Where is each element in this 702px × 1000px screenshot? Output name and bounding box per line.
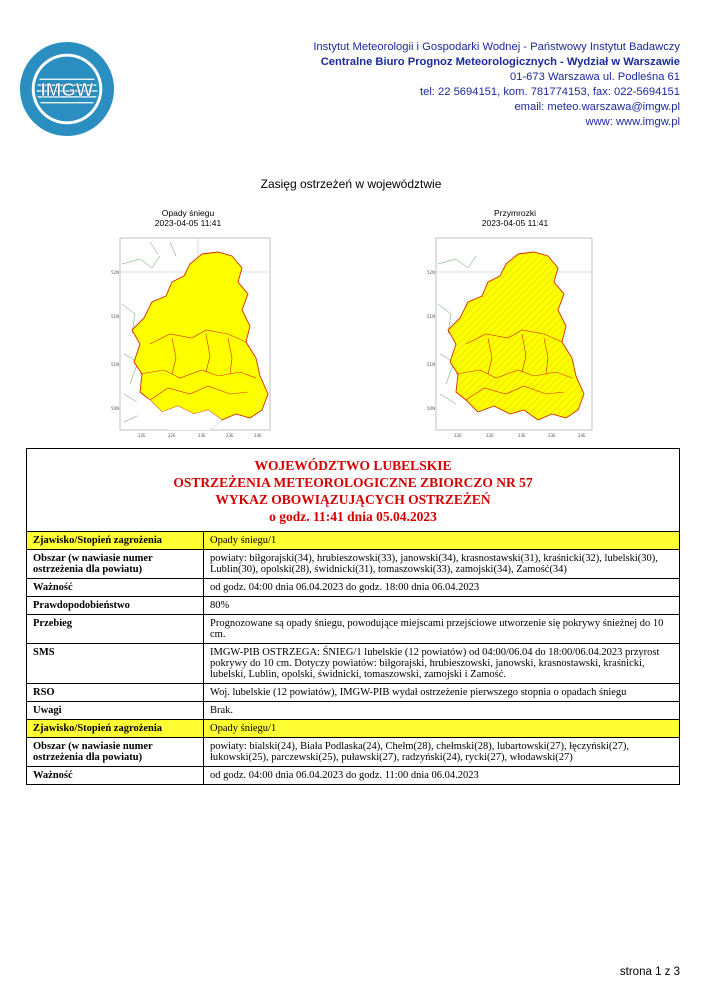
right-lat-tick: 52N (427, 270, 436, 275)
left-map-date: 2023-04-05 11:41 (154, 218, 222, 228)
logo-wordmark: IMGW (40, 78, 94, 100)
email-line[interactable]: email: meteo.warszawa@imgw.pl (514, 101, 680, 113)
table-row (27, 597, 680, 615)
table-row (27, 684, 680, 702)
bureau-name: Centralne Biuro Prognoz Meteorologicznych - Wydział w Warszawie (320, 56, 680, 68)
row-label: Obszar (w nawiasie numer ostrzeżenia dla powiatu) (27, 738, 204, 767)
left-lon-tick: 23E (226, 433, 234, 438)
row-label: SMS (27, 644, 204, 684)
row-label: Uwagi (27, 702, 204, 720)
row-label: Obszar (w nawiasie numer ostrzeżenia dla powiatu) (27, 550, 204, 579)
right-lon-tick: 24E (578, 433, 586, 438)
right-warning-map (426, 234, 601, 444)
document-title (27, 449, 680, 532)
row-value: Opady śniegu/1 (204, 720, 680, 738)
left-map-caption (108, 208, 268, 228)
table-row (27, 644, 680, 684)
row-value: Brak. (204, 702, 680, 720)
title-line: WYKAZ OBOWIĄZUJĄCYCH OSTRZEŻEŃ (215, 492, 491, 507)
title-line: o godz. 11:41 dnia 05.04.2023 (269, 509, 437, 524)
title-line: WOJEWÓDZTWO LUBELSKIE (254, 458, 452, 473)
left-lat-tick: 50N (111, 406, 120, 411)
left-lat-tick: 51N (111, 362, 120, 367)
address-line: 01-673 Warszawa ul. Podleśna 61 (510, 71, 680, 83)
right-map-title: Przymrozki (493, 208, 537, 218)
row-label: Prawdopodobieństwo (27, 597, 204, 615)
table-row (27, 532, 680, 550)
imgw-logo (18, 40, 116, 138)
left-lat-tick: 51N (111, 314, 120, 319)
left-warning-map (110, 234, 278, 444)
row-value: Opady śniegu/1 (204, 532, 680, 550)
row-label: RSO (27, 684, 204, 702)
row-label: Zjawisko/Stopień zagrożenia (27, 720, 204, 738)
right-lon-tick: 23E (518, 433, 526, 438)
left-lon-tick: 22E (138, 433, 146, 438)
table-row (27, 615, 680, 644)
right-lon-tick: 23E (548, 433, 556, 438)
row-value: Prognozowane są opady śniegu, powodujące miejscami przejściowe utworzenie się pokrywy śnieżnej do 10 cm. (204, 615, 680, 644)
row-label: Ważność (27, 767, 204, 785)
right-map-caption (435, 208, 595, 228)
left-map-title: Opady śniegu (161, 208, 215, 218)
left-lon-tick: 23E (198, 433, 206, 438)
right-map-date: 2023-04-05 11:41 (481, 218, 549, 228)
row-value: Woj. lubelskie (12 powiatów), IMGW-PIB wydał ostrzeżenie pierwszego stopnia o opadach śniegu (204, 684, 680, 702)
warnings-table (26, 448, 680, 785)
table-row (27, 702, 680, 720)
row-value: od godz. 04:00 dnia 06.04.2023 do godz. 18:00 dnia 06.04.2023 (204, 579, 680, 597)
row-label: Zjawisko/Stopień zagrożenia (27, 532, 204, 550)
table-row (27, 720, 680, 738)
right-lat-tick: 51N (427, 314, 436, 319)
table-row (27, 550, 680, 579)
row-value: powiaty: bialski(24), Biała Podlaska(24), Chełm(28), chełmski(28), lubartowski(27), łęczyński(27), łukowski(25), parczewski(25), puławski(27), radzyński(24), rycki(27), włodawski(27) (204, 738, 680, 767)
table-row (27, 738, 680, 767)
map-section-title: Zasięg ostrzeżeń w województwie (260, 177, 442, 191)
left-lon-tick: 24E (254, 433, 262, 438)
phone-line: tel: 22 5694151, kom. 781774153, fax: 022-5694151 (419, 86, 680, 98)
www-line[interactable]: www: www.imgw.pl (585, 116, 680, 128)
row-value: od godz. 04:00 dnia 06.04.2023 do godz. 11:00 dnia 06.04.2023 (204, 767, 680, 785)
institute-header (180, 40, 680, 130)
table-row (27, 579, 680, 597)
left-lat-tick: 52N (111, 270, 120, 275)
left-lon-tick: 22E (168, 433, 176, 438)
row-label: Przebieg (27, 615, 204, 644)
title-line: OSTRZEŻENIA METEOROLOGICZNE ZBIORCZO NR 57 (173, 475, 533, 490)
row-label: Ważność (27, 579, 204, 597)
table-row (27, 767, 680, 785)
right-lon-tick: 22E (486, 433, 494, 438)
institute-name: Instytut Meteorologii i Gospodarki Wodnej - Państwowy Instytut Badawczy (313, 41, 680, 53)
right-lat-tick: 51N (427, 362, 436, 367)
right-lat-tick: 50N (427, 406, 436, 411)
page-number: strona 1 z 3 (619, 966, 680, 978)
right-lon-tick: 22E (454, 433, 462, 438)
row-value: IMGW-PIB OSTRZEGA: ŚNIEG/1 lubelskie (12 powiatów) od 04:00/06.04 do 18:00/06.04.2023 przyrost pokrywy do 10 cm. Dotyczy powiatów: biłgorajski, hrubieszowski, janowski, krasnostawski, kraśnicki, lubelski, Lublin, opolski, świdnicki, tomaszowski, zamojski i Zamość. (204, 644, 680, 684)
row-value: 80% (204, 597, 680, 615)
row-value: powiaty: biłgorajski(34), hrubieszowski(33), janowski(34), krasnostawski(31), kraśnicki(32), lubelski(30), Lublin(30), opolski(28), świdnicki(31), tomaszowski(33), zamojski(34), Zamość(34) (204, 550, 680, 579)
